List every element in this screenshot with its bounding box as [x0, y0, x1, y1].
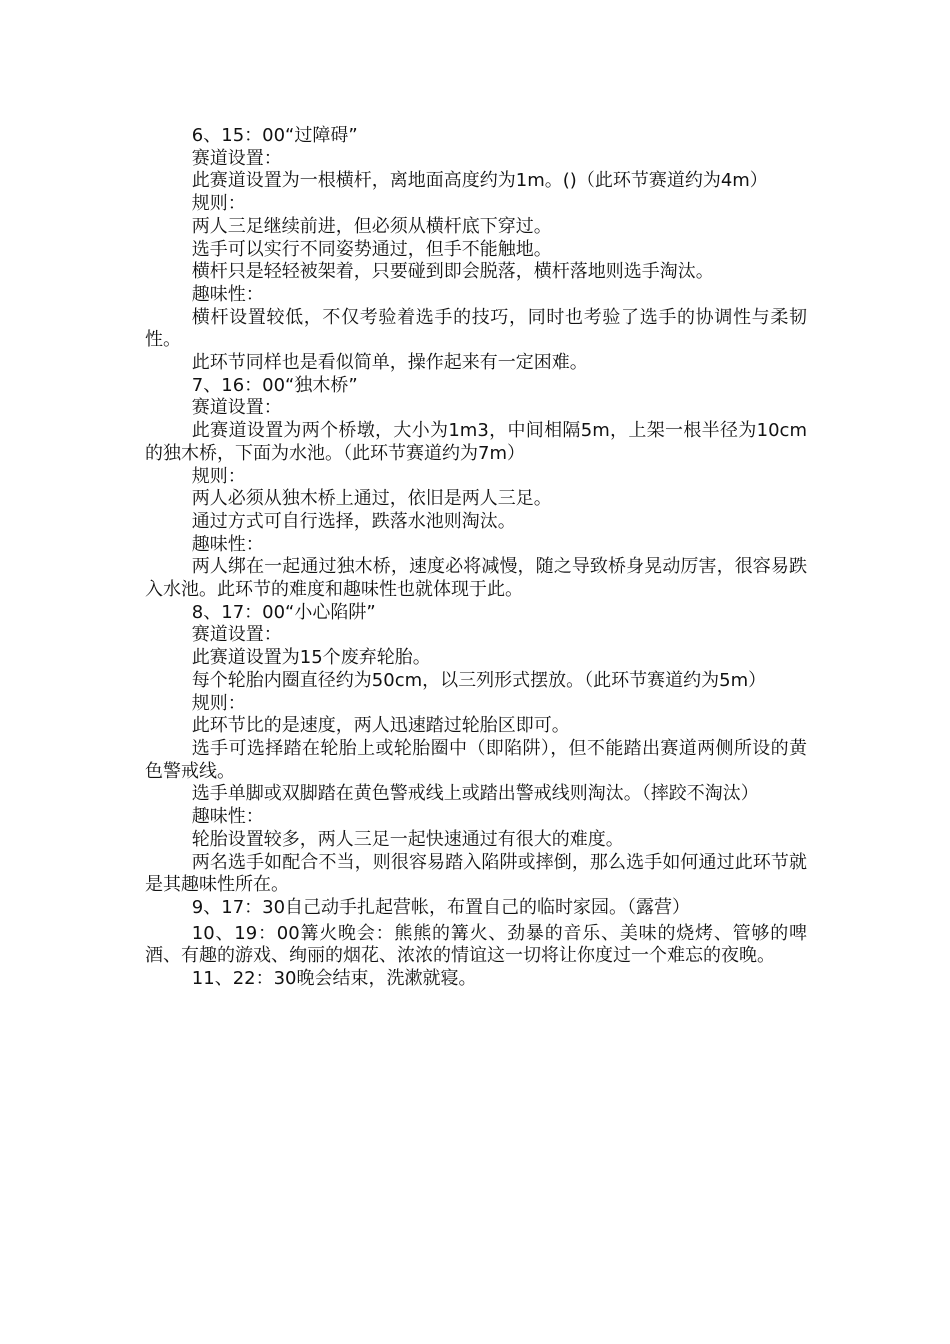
paragraph: 此赛道设置为两个桥墩，大小为1m3，中间相隔5m，上架一根半径为10cm的独木桥，下面为水池。（此环节赛道约为7m）	[145, 420, 807, 464]
subheading: 规则：	[191, 465, 246, 487]
schedule-item: 9、17：30自己动手扎起营帐，布置自己的临时家园。（露营）	[191, 896, 691, 918]
schedule-item: 11、22：30晚会结束，洗漱就寝。	[191, 968, 477, 990]
paragraph: 此环节同样也是看似简单，操作起来有一定困难。	[191, 352, 588, 374]
subheading: 赛道设置：	[191, 397, 282, 419]
paragraph: 此环节比的是速度，两人迅速踏过轮胎区即可。	[191, 715, 570, 737]
section-heading: 6、15：00“过障碍”	[191, 125, 358, 146]
paragraph: 选手单脚或双脚踏在黄色警戒线上或踏出警戒线则淘汰。（摔跤不淘汰）	[191, 783, 759, 805]
section-heading: 7、16：00“独木桥”	[191, 374, 358, 396]
subheading: 赛道设置：	[191, 624, 282, 646]
paragraph: 选手可选择踏在轮胎上或轮胎圈中（即陷阱），但不能踏出赛道两侧所设的黄色警戒线。	[145, 737, 807, 782]
subheading: 趣味性：	[191, 533, 264, 555]
paragraph: 两人必须从独木桥上通过，依旧是两人三足。	[191, 488, 552, 510]
subheading: 规则：	[191, 193, 246, 215]
subheading: 趣味性：	[191, 806, 264, 828]
paragraph: 横杆设置较低，不仅考验着选手的技巧，同时也考验了选手的协调性与柔韧性。	[145, 306, 807, 351]
subheading: 趣味性：	[191, 283, 264, 305]
paragraph: 两名选手如配合不当，则很容易踏入陷阱或摔倒，那么选手如何通过此环节就是其趣味性所在。	[145, 851, 807, 896]
document-body	[145, 125, 807, 991]
paragraph: 两人三足继续前进，但必须从横杆底下穿过。	[191, 215, 552, 237]
subheading: 赛道设置：	[191, 147, 282, 169]
paragraph: 通过方式可自行选择，跌落水池则淘汰。	[191, 510, 516, 532]
paragraph: 轮胎设置较多，两人三足一起快速通过有很大的难度。	[191, 828, 624, 850]
paragraph: 每个轮胎内圈直径约为50cm，以三列形式摆放。（此环节赛道约为5m）	[191, 669, 767, 691]
section-heading: 8、17：00“小心陷阱”	[191, 601, 376, 623]
schedule-item: 10、19：00篝火晚会：熊熊的篝火、劲暴的音乐、美味的烧烤、管够的啤酒、有趣的游戏、绚丽的烟花、浓浓的情谊这一切将让你度过一个难忘的夜晚。	[145, 922, 807, 967]
paragraph: 选手可以实行不同姿势通过，但手不能触地。	[191, 238, 552, 260]
paragraph: 此赛道设置为一根横杆，离地面高度约为1m。()（此环节赛道约为4m）	[191, 170, 768, 192]
paragraph: 此赛道设置为15个废弃轮胎。	[191, 647, 431, 669]
subheading: 规则：	[191, 692, 246, 714]
paragraph: 横杆只是轻轻被架着，只要碰到即会脱落，横杆落地则选手淘汰。	[191, 261, 714, 283]
paragraph: 两人绑在一起通过独木桥，速度必将减慢，随之导致桥身晃动厉害，很容易跌入水池。此环节的难度和趣味性也就体现于此。	[145, 556, 807, 601]
